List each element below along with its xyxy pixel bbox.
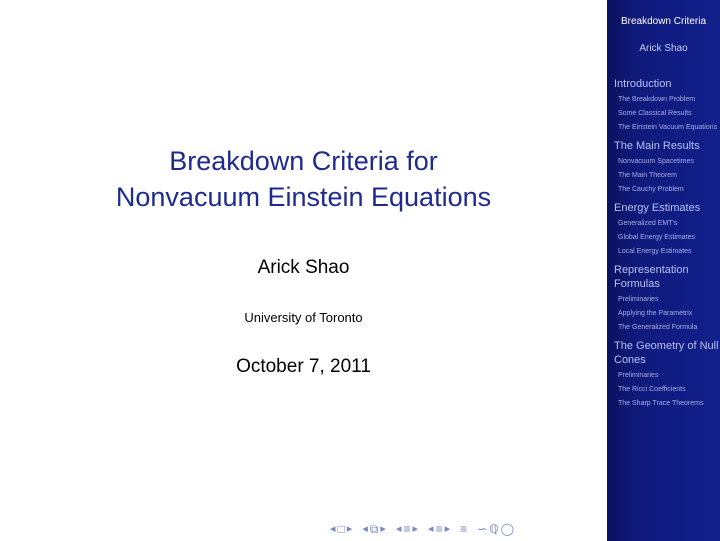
nav-frame-forward-icon[interactable]: ▸ (346, 523, 353, 535)
sidebar-section-representation-formulas (607, 263, 720, 333)
sidebar-subsection-item[interactable]: Global Energy Estimates (618, 234, 696, 241)
sidebar-subsection-item[interactable]: The Breakdown Problem (618, 96, 696, 103)
nav-slide-icon[interactable]: ≡ (435, 522, 443, 536)
sidebar-section-label[interactable]: Energy Estimates (614, 202, 701, 214)
nav-subsection-forward-icon[interactable]: ▸ (380, 523, 386, 535)
nav-search-group (477, 522, 514, 536)
sidebar-subsection-item[interactable]: Generalized EMT's (618, 220, 678, 227)
sidebar-subsection-item[interactable]: The Generalized Formula (618, 324, 698, 331)
slide-title-line1: Breakdown Criteria for (169, 146, 438, 176)
sidebar-section-label[interactable]: The Main Results (614, 140, 700, 152)
sidebar-subsection-item[interactable]: Some Classical Results (618, 110, 692, 117)
sidebar-section-null-cones (607, 339, 720, 409)
sidebar-subsection-item[interactable]: The Cauchy Problem (618, 186, 684, 193)
sidebar-subsection-item[interactable]: Applying the Parametrix (618, 310, 693, 317)
sidebar-section-introduction (607, 77, 720, 133)
sidebar-subsection-item[interactable]: Preliminaries (618, 296, 659, 303)
nav-subsection-icon[interactable]: ⧉ (369, 522, 379, 536)
nav-search-icon[interactable]: ∽ (477, 522, 488, 536)
nav-subsection-back-icon[interactable]: ◂ (362, 523, 368, 535)
nav-section-icon[interactable]: ≡ (403, 522, 411, 536)
nav-section-back-icon[interactable]: ◂ (395, 523, 402, 535)
sidebar-subsection-item[interactable]: The Einstein Vacuum Equations (618, 124, 718, 131)
nav-find-icon[interactable]: ◯ (500, 522, 515, 536)
nav-slide-forward-icon[interactable]: ▸ (444, 523, 451, 535)
sidebar-subsection-item[interactable]: Local Energy Estimates (618, 248, 692, 255)
nav-slide-back-icon[interactable]: ◂ (428, 523, 434, 535)
slide-title-line2: Nonvacuum Einstein Equations (115, 182, 492, 212)
sidebar-author[interactable]: Arick Shao (639, 43, 688, 54)
slide-institution: University of Toronto (244, 310, 363, 325)
nav-section-group (396, 522, 418, 536)
nav-frame-group (330, 522, 352, 536)
sidebar-outline (607, 0, 720, 541)
sidebar-section-main-results (607, 139, 720, 195)
nav-slide-group (428, 522, 450, 536)
beamer-navigation-bar (330, 522, 520, 536)
nav-frame-icon[interactable]: □ (337, 522, 345, 536)
nav-section-forward-icon[interactable]: ▸ (412, 523, 419, 535)
sidebar-subsection-item[interactable]: The Main Theorem (618, 172, 678, 179)
sidebar-title[interactable]: Breakdown Criteria (620, 16, 707, 27)
sidebar-section-list (607, 77, 720, 415)
sidebar-subsection-item[interactable]: The Ricci Coefficients (618, 386, 686, 393)
nav-frame-back-icon[interactable]: ◂ (330, 523, 336, 535)
sidebar-subsection-item[interactable]: Nonvacuum Spacetimes (618, 158, 694, 165)
slide-author: Arick Shao (257, 257, 350, 278)
sidebar-section-label[interactable]: The Geometry of Null Cones (614, 340, 719, 366)
sidebar-section-label[interactable]: Representation Formulas (614, 264, 689, 290)
nav-subsection-group (362, 522, 386, 536)
nav-appendix-group (460, 522, 467, 536)
nav-zoom-icon[interactable]: ℚ (489, 522, 499, 536)
sidebar-section-energy-estimates (607, 201, 720, 257)
slide-date: October 7, 2011 (236, 356, 371, 377)
sidebar-subsection-item[interactable]: Preliminaries (618, 372, 659, 379)
nav-appendix-icon[interactable]: ≡ (460, 522, 468, 536)
sidebar-subsection-item[interactable]: The Sharp Trace Theorems (618, 400, 704, 407)
sidebar-section-label[interactable]: Introduction (614, 78, 672, 90)
